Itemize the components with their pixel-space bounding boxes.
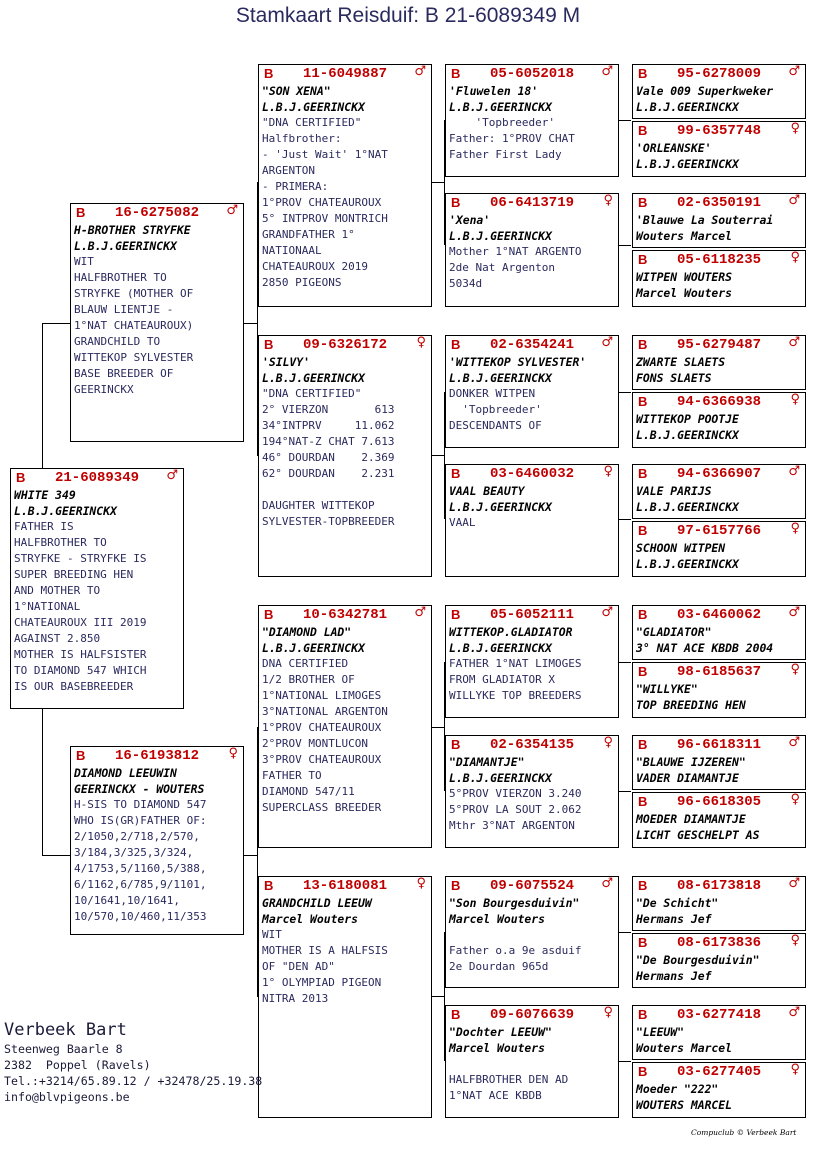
- pigeon-card-fmmm[interactable]: [632, 521, 806, 577]
- female-symbol-icon: ♀: [603, 735, 613, 750]
- pigeon-name: H-BROTHER STRYFKE: [74, 223, 191, 237]
- pigeon-name: VALE PARIJS: [636, 484, 712, 498]
- pigeon-card-fmm[interactable]: [445, 464, 619, 577]
- ring-number: 08-6173836: [676, 935, 761, 951]
- pigeon-name: "BLAUWE IJZEREN": [636, 755, 746, 769]
- pigeon-name: "Dochter LEEUW": [449, 1025, 552, 1039]
- female-symbol-icon: ♀: [603, 464, 613, 479]
- pigeon-name: DIAMOND LEEUWIN: [74, 766, 177, 780]
- pigeon-breeder: 3° NAT ACE KBDB 2004: [636, 641, 774, 655]
- pigeon-name: "LEEUW": [636, 1025, 685, 1039]
- connector-line: [618, 1061, 631, 1062]
- pigeon-breeder: L.B.J.GEERINCKX: [449, 771, 552, 785]
- connector-line: [618, 932, 631, 933]
- pigeon-description: Father o.a 9e asduif 2e Dourdan 965d: [449, 944, 582, 973]
- pigeon-card-ff[interactable]: [258, 64, 432, 307]
- male-symbol-icon: ♂: [601, 64, 613, 79]
- male-symbol-icon: ♂: [601, 605, 613, 620]
- pigeon-card-mmmf[interactable]: [632, 1005, 806, 1060]
- connector-line: [431, 996, 444, 997]
- ring-number: 09-6076639: [489, 1007, 574, 1023]
- owner-city: 2382 Poppel (Ravels): [4, 1058, 151, 1072]
- pigeon-name: 'SILVY': [262, 355, 311, 369]
- male-symbol-icon: ♂: [788, 64, 800, 79]
- connector-line: [431, 455, 444, 456]
- pigeon-name: ZWARTE SLAETS: [636, 355, 726, 369]
- ring-number: 11-6049887: [302, 66, 387, 82]
- pigeon-breeder: WOUTERS MARCEL: [636, 1098, 733, 1112]
- pigeon-breeder: L.B.J.GEERINCKX: [262, 641, 365, 655]
- pigeon-breeder: L.B.J.GEERINCKX: [449, 500, 552, 514]
- ring-number: 21-6089349: [54, 470, 139, 486]
- ring-number: 05-6052018: [489, 66, 574, 82]
- pigeon-name: WITTEKOP.GLADIATOR: [449, 625, 573, 639]
- ring-number: 03-6460032: [489, 466, 574, 482]
- owner-email[interactable]: info@blvpigeons.be: [4, 1090, 130, 1104]
- pigeon-breeder: L.B.J.GEERINCKX: [449, 229, 552, 243]
- pigeon-breeder: Marcel Wouters: [449, 912, 546, 926]
- pigeon-breeder: L.B.J.GEERINCKX: [636, 157, 739, 171]
- pigeon-breeder: TOP BREEDING HEN: [636, 698, 746, 712]
- ring-number: 94-6366938: [676, 394, 761, 410]
- pigeon-name: "DIAMOND LAD": [262, 625, 352, 639]
- footer-credit: Compuclub © Verbeek Bart: [691, 1128, 797, 1137]
- pigeon-card-fm[interactable]: [258, 335, 432, 577]
- male-symbol-icon: ♂: [788, 335, 800, 350]
- country-code: B: [638, 878, 648, 893]
- pigeon-breeder: Wouters Marcel: [636, 1041, 733, 1055]
- male-symbol-icon: ♂: [226, 203, 238, 218]
- ring-number: 16-6275082: [114, 205, 199, 221]
- owner-info: [4, 1019, 262, 1105]
- female-symbol-icon: ♀: [790, 1062, 800, 1077]
- country-code: B: [76, 205, 86, 220]
- connector-line: [618, 662, 631, 663]
- ring-number: 95-6278009: [676, 66, 761, 82]
- pigeon-card-ffmm[interactable]: [632, 250, 806, 307]
- ring-number: 10-6342781: [302, 607, 387, 623]
- connector-line: [42, 709, 43, 856]
- pigeon-description: DNA CERTIFIED 1/2 BROTHER OF 1°NATIONAL LIMOGES 3°NATIONAL ARGENTON 1°PROV CHATEAUROUX 2°PROV MONTLUCON 3°PROV CHATEAUROUX FATHER TO DIAMOND 547/11 SUPERCLASS BREEDER: [262, 657, 388, 814]
- pigeon-card-mfff[interactable]: [632, 605, 806, 660]
- pigeon-name: Moeder "222": [636, 1082, 719, 1096]
- female-symbol-icon: ♀: [790, 662, 800, 677]
- country-code: B: [264, 66, 274, 81]
- country-code: B: [451, 466, 461, 481]
- pigeon-name: WHITE 349: [14, 488, 76, 502]
- male-symbol-icon: ♂: [788, 605, 800, 620]
- pigeon-breeder: VADER DIAMANTJE: [636, 771, 739, 785]
- country-code: B: [451, 1007, 461, 1022]
- ring-number: 96-6618311: [676, 737, 761, 753]
- pigeon-card-mfm[interactable]: [445, 735, 619, 848]
- ring-number: 16-6193812: [114, 748, 199, 764]
- country-code: B: [451, 195, 461, 210]
- pigeon-name: 'ORLEANSKE': [636, 141, 712, 155]
- country-code: B: [264, 337, 274, 352]
- country-code: B: [451, 737, 461, 752]
- pigeon-description: "DNA CERTIFIED" Halfbrother: - 'Just Wait' 1°NAT ARGENTON - PRIMERA: 1°PROV CHATEAUROUX 5° INTPROV MONTRICH GRANDFATHER 1° NATIONAAL CHATEAUROUX 2019 2850 PIGEONS: [262, 116, 388, 289]
- country-code: B: [638, 794, 648, 809]
- pigeon-description: FATHER 1°NAT LIMOGES FROM GLADIATOR X WILLYKE TOP BREEDERS: [449, 657, 582, 702]
- pigeon-name: "SON XENA": [262, 84, 331, 98]
- pigeon-name: GRANDCHILD LEEUW: [262, 896, 372, 910]
- pigeon-card-fffm[interactable]: [632, 121, 806, 177]
- pigeon-card-mfmf[interactable]: [632, 735, 806, 790]
- pigeon-card-mother[interactable]: [70, 746, 244, 935]
- pigeon-breeder: L.B.J.GEERINCKX: [636, 428, 739, 442]
- pigeon-description: VAAL: [449, 516, 476, 529]
- pigeon-breeder: Hermans Jef: [636, 969, 712, 983]
- pigeon-card-ffmf[interactable]: [632, 193, 806, 248]
- ring-number: 98-6185637: [676, 664, 761, 680]
- pigeon-card-mff[interactable]: [445, 605, 619, 718]
- connector-line: [618, 519, 631, 520]
- male-symbol-icon: ♂: [788, 876, 800, 891]
- male-symbol-icon: ♂: [601, 876, 613, 891]
- pigeon-card-subject[interactable]: [10, 468, 184, 709]
- connector-line: [431, 182, 444, 183]
- pigeon-card-fmmf[interactable]: [632, 464, 806, 519]
- ring-number: 97-6157766: [676, 523, 761, 539]
- connector-line: [42, 323, 43, 468]
- ring-number: 08-6173818: [676, 878, 761, 894]
- connector-line: [618, 392, 631, 393]
- male-symbol-icon: ♂: [788, 193, 800, 208]
- female-symbol-icon: ♀: [228, 746, 238, 761]
- country-code: B: [638, 394, 648, 409]
- connector-line: [618, 120, 631, 121]
- pigeon-card-fff[interactable]: [445, 64, 619, 177]
- pigeon-name: MOEDER DIAMANTJE: [636, 812, 746, 826]
- female-symbol-icon: ♀: [790, 933, 800, 948]
- male-symbol-icon: ♂: [601, 335, 613, 350]
- ring-number: 02-6350191: [676, 195, 761, 211]
- female-symbol-icon: ♀: [603, 193, 613, 208]
- pigeon-name: 'Xena': [449, 213, 491, 227]
- male-symbol-icon: ♂: [788, 464, 800, 479]
- pigeon-breeder: L.B.J.GEERINCKX: [262, 371, 365, 385]
- male-symbol-icon: ♂: [166, 468, 178, 483]
- connector-line: [42, 855, 70, 856]
- country-code: B: [451, 337, 461, 352]
- pigeon-breeder: L.B.J.GEERINCKX: [636, 100, 739, 114]
- pigeon-breeder: LICHT GESCHELPT AS: [636, 828, 760, 842]
- country-code: B: [264, 607, 274, 622]
- pigeon-breeder: GEERINCKX - WOUTERS: [74, 782, 205, 796]
- female-symbol-icon: ♀: [603, 1005, 613, 1020]
- pigeon-breeder: L.B.J.GEERINCKX: [262, 100, 365, 114]
- pigeon-card-mfmm[interactable]: [632, 792, 806, 848]
- country-code: B: [264, 878, 274, 893]
- ring-number: 02-6354241: [489, 337, 574, 353]
- pigeon-card-mf[interactable]: [258, 605, 432, 848]
- country-code: B: [638, 523, 648, 538]
- country-code: B: [76, 748, 86, 763]
- pigeon-breeder: L.B.J.GEERINCKX: [449, 100, 552, 114]
- pigeon-description: "DNA CERTIFIED" 2° VIERZON 613 34°INTPRV 11.062 194°NAT-Z CHAT 7.613 46° DOURDAN 2.369 62° DOURDAN 2.231 DAUGHTER WITTEKOP SYLVESTER-TOPBREEDER: [262, 387, 395, 528]
- pigeon-card-mmm[interactable]: [445, 1005, 619, 1118]
- pigeon-breeder: Marcel Wouters: [636, 286, 733, 300]
- female-symbol-icon: ♀: [790, 392, 800, 407]
- connector-line: [618, 245, 631, 246]
- ring-number: 09-6075524: [489, 878, 574, 894]
- pigeon-card-mm[interactable]: [258, 876, 432, 1118]
- pigeon-description: HALFBROTHER DEN AD 1°NAT ACE KBDB: [449, 1073, 569, 1102]
- country-code: B: [638, 1007, 648, 1022]
- country-code: B: [638, 607, 648, 622]
- connector-line: [431, 727, 444, 728]
- ring-number: 05-6052111: [489, 607, 574, 623]
- pigeon-name: 'Fluwelen 18': [449, 84, 539, 98]
- owner-street: Steenweg Baarle 8: [4, 1042, 123, 1056]
- country-code: B: [638, 252, 648, 267]
- pigeon-name: "De Bourgesduivin": [636, 953, 760, 967]
- country-code: B: [638, 123, 648, 138]
- female-symbol-icon: ♀: [416, 876, 426, 891]
- pigeon-description: WIT MOTHER IS A HALFSIS OF "DEN AD" 1° OLYMPIAD PIGEON NITRA 2013: [262, 928, 388, 1005]
- pigeon-breeder: Marcel Wouters: [262, 912, 359, 926]
- pigeon-breeder: Marcel Wouters: [449, 1041, 546, 1055]
- ring-number: 96-6618305: [676, 794, 761, 810]
- pigeon-breeder: L.B.J.GEERINCKX: [74, 239, 177, 253]
- page-title: Stamkaart Reisduif: B 21-6089349 M: [235, 4, 581, 27]
- country-code: B: [638, 466, 648, 481]
- pigeon-description: 'Topbreeder' Father: 1°PROV CHAT Father First Lady: [449, 116, 575, 161]
- ring-number: 94-6366907: [676, 466, 761, 482]
- pigeon-name: WITPEN WOUTERS: [636, 270, 733, 284]
- pigeon-card-mmfm[interactable]: [632, 933, 806, 988]
- pigeon-name: SCHOON WITPEN: [636, 541, 726, 555]
- ring-number: 13-6180081: [302, 878, 387, 894]
- pigeon-breeder: L.B.J.GEERINCKX: [449, 641, 552, 655]
- ring-number: 02-6354135: [489, 737, 574, 753]
- pigeon-card-fmf[interactable]: [445, 335, 619, 448]
- country-code: B: [451, 66, 461, 81]
- pigeon-breeder: FONS SLAETS: [636, 371, 712, 385]
- pigeon-name: 'WITTEKOP SYLVESTER': [449, 355, 587, 369]
- pigeon-breeder: L.B.J.GEERINCKX: [636, 557, 739, 571]
- connector-line: [42, 323, 70, 324]
- country-code: B: [638, 935, 648, 950]
- pigeon-card-mmf[interactable]: [445, 876, 619, 988]
- pigeon-breeder: L.B.J.GEERINCKX: [14, 504, 117, 518]
- pigeon-description: Mother 1°NAT ARGENTO 2de Nat Argenton 5034d: [449, 245, 582, 290]
- male-symbol-icon: ♂: [414, 605, 426, 620]
- pigeon-name: WITTEKOP POOTJE: [636, 412, 739, 426]
- pigeon-name: "Son Bourgesduivin": [449, 896, 580, 910]
- connector-line: [243, 323, 257, 324]
- country-code: B: [638, 337, 648, 352]
- pigeon-description: 5°PROV VIERZON 3.240 5°PROV LA SOUT 2.062 Mthr 3°NAT ARGENTON: [449, 787, 582, 832]
- connector-line: [243, 855, 257, 856]
- pigeon-name: Vale 009 Superkweker: [636, 84, 774, 98]
- pigeon-name: "De Schicht": [636, 896, 719, 910]
- country-code: B: [638, 1064, 648, 1079]
- pigeon-name: "DIAMANTJE": [449, 755, 525, 769]
- pigeon-card-fmff[interactable]: [632, 335, 806, 390]
- ring-number: 95-6279487: [676, 337, 761, 353]
- ring-number: 99-6357748: [676, 123, 761, 139]
- pigeon-name: 'Blauwe La Souterrai: [636, 213, 774, 227]
- female-symbol-icon: ♀: [416, 335, 426, 350]
- pigeon-card-mmmm[interactable]: [632, 1062, 806, 1118]
- ring-number: 03-6277418: [676, 1007, 761, 1023]
- ring-number: 03-6460062: [676, 607, 761, 623]
- country-code: B: [16, 470, 26, 485]
- country-code: B: [638, 664, 648, 679]
- ring-number: 06-6413719: [489, 195, 574, 211]
- pigeon-description: H-SIS TO DIAMOND 547 WHO IS(GR)FATHER OF: 2/1050,2/718,2/570, 3/184,3/325,3/324, 4/1753,5/1160,5/388, 6/1162,6/785,9/1101, 10/1641,10/1641, 10/570,10/460,11/353: [74, 798, 207, 923]
- country-code: B: [638, 737, 648, 752]
- pigeon-breeder: Hermans Jef: [636, 912, 712, 926]
- pigeon-breeder: L.B.J.GEERINCKX: [636, 500, 739, 514]
- pigeon-card-ffff[interactable]: [632, 64, 806, 119]
- ring-number: 03-6277405: [676, 1064, 761, 1080]
- owner-name: Verbeek Bart: [4, 1020, 127, 1040]
- country-code: B: [451, 878, 461, 893]
- ring-number: 09-6326172: [302, 337, 387, 353]
- pigeon-name: "WILLYKE": [636, 682, 698, 696]
- male-symbol-icon: ♂: [788, 735, 800, 750]
- pigeon-card-mmff[interactable]: [632, 876, 806, 931]
- pigeon-description: WIT HALFBROTHER TO STRYFKE (MOTHER OF BLAUW LIENTJE - 1°NAT CHATEAUROUX) GRANDCHILD TO WITTEKOP SYLVESTER BASE BREEDER OF GEERINCKX: [74, 255, 194, 396]
- pigeon-name: "GLADIATOR": [636, 625, 712, 639]
- country-code: B: [451, 607, 461, 622]
- male-symbol-icon: ♂: [788, 1005, 800, 1020]
- pigeon-card-father[interactable]: [70, 203, 244, 442]
- pigeon-card-ffm[interactable]: [445, 193, 619, 307]
- country-code: B: [638, 195, 648, 210]
- owner-phone: Tel.:+3214/65.89.12 / +32478/25.19.38: [4, 1074, 263, 1088]
- pigeon-breeder: L.B.J.GEERINCKX: [449, 371, 552, 385]
- connector-line: [618, 791, 631, 792]
- pigeon-card-fmfm[interactable]: [632, 392, 806, 448]
- pigeon-breeder: Wouters Marcel: [636, 229, 733, 243]
- female-symbol-icon: ♀: [790, 250, 800, 265]
- female-symbol-icon: ♀: [790, 521, 800, 536]
- female-symbol-icon: ♀: [790, 121, 800, 136]
- male-symbol-icon: ♂: [414, 64, 426, 79]
- pigeon-card-mffm[interactable]: [632, 662, 806, 718]
- female-symbol-icon: ♀: [790, 792, 800, 807]
- pigeon-description: FATHER IS HALFBROTHER TO STRYFKE - STRYFKE IS SUPER BREEDING HEN AND MOTHER TO 1°NATIONAL CHATEAUROUX III 2019 AGAINST 2.850 MOTHER IS HALFSISTER TO DIAMOND 547 WHICH IS OUR BASEBREEDER: [14, 520, 147, 693]
- pigeon-name: VAAL BEAUTY: [449, 484, 525, 498]
- pigeon-description: DONKER WITPEN 'Topbreeder' DESCENDANTS OF: [449, 387, 542, 432]
- country-code: B: [638, 66, 648, 81]
- ring-number: 05-6118235: [676, 252, 761, 268]
